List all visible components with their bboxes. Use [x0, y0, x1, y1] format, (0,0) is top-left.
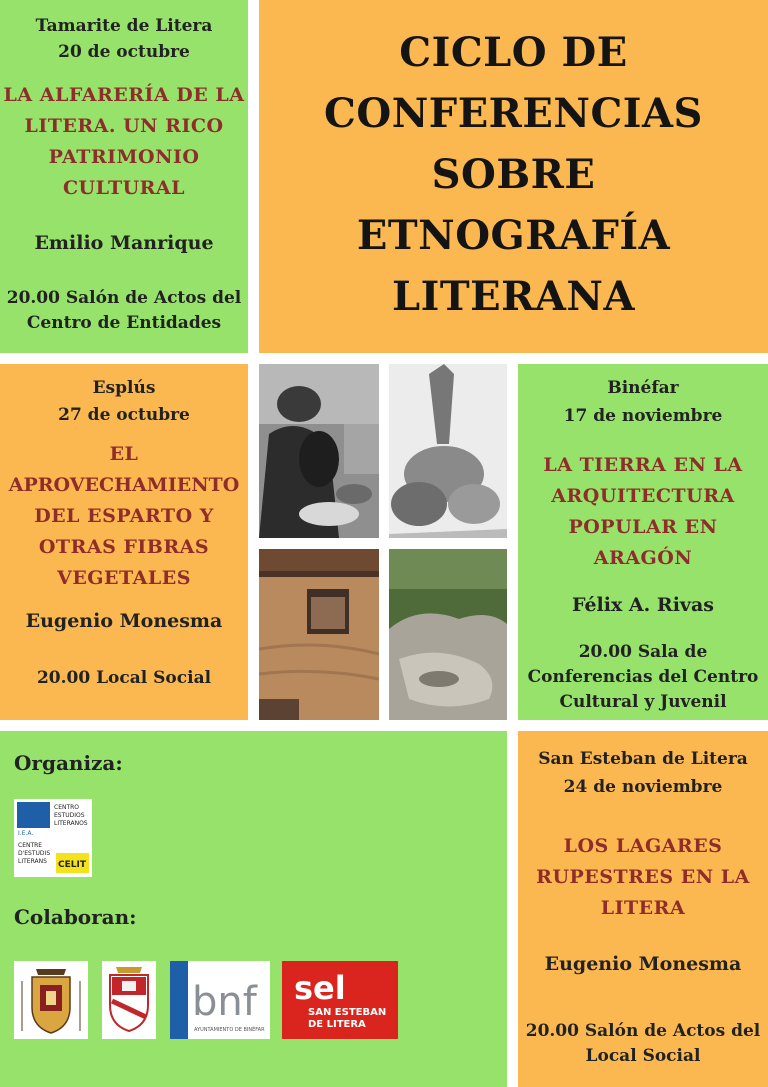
svg-text:AYUNTAMIENTO DE BINÉFAR: AYUNTAMIENTO DE BINÉFAR	[194, 1027, 265, 1033]
talk-speaker: Eugenio Monesma	[544, 953, 742, 975]
talk-topic-line: LA TIERRA EN LA	[543, 454, 743, 476]
svg-text:LITERANS: LITERANS	[18, 858, 47, 865]
talk-venue-line: Cultural y Juvenil	[559, 692, 727, 712]
svg-text:bnf: bnf	[192, 979, 257, 1025]
talk-speaker: Emilio Manrique	[34, 232, 214, 254]
talk-topic-line: PATRIMONIO	[48, 146, 200, 168]
talk-topic	[0, 80, 248, 204]
talk-place: Esplús	[92, 378, 156, 398]
title-line: ETNOGRAFÍA	[356, 212, 671, 259]
photo-adobe-wall	[259, 549, 379, 720]
svg-text:CENTRE: CENTRE	[18, 842, 43, 849]
talk-topic-line: APROVECHAMIENTO	[8, 474, 240, 496]
talk-topic-line: LITERA	[600, 897, 686, 919]
talk-place: Tamarite de Litera	[35, 16, 213, 36]
svg-text:CENTRO: CENTRO	[54, 804, 80, 811]
talk-topic-line: LITERA. UN RICO	[24, 115, 224, 137]
talk-venue-line: 20.00 Sala de	[578, 642, 708, 662]
talk-date: 27 de octubre	[58, 405, 190, 425]
talk-speaker: Félix A. Rivas	[572, 594, 714, 616]
talk-topic-line: LA ALFARERÍA DE LA	[3, 84, 245, 106]
organiza-label: Organiza:	[14, 751, 123, 775]
talk-venue-line: Local Social	[585, 1046, 701, 1066]
talk-place: San Esteban de Litera	[538, 749, 748, 769]
sponsors-panel	[0, 731, 507, 1087]
talk-topic-line: CULTURAL	[62, 177, 186, 199]
talk-topic	[518, 831, 768, 924]
talk-topic-line: VEGETALES	[57, 567, 191, 589]
talk-venue-line: Centro de Entidades	[26, 313, 222, 333]
talk-place: Binéfar	[607, 378, 679, 398]
talk-date: 20 de octubre	[58, 42, 190, 62]
talk-venue	[518, 640, 768, 715]
talk-venue-line: 20.00 Salón de Actos del	[6, 288, 242, 308]
svg-text:ESTUDIOS: ESTUDIOS	[54, 812, 85, 819]
photo-esparto	[389, 364, 507, 538]
talk-panel-tamarite	[0, 0, 248, 353]
talk-speaker: Eugenio Monesma	[25, 610, 223, 632]
talk-topic-line: POPULAR EN	[568, 516, 718, 538]
title-line: CICLO DE	[399, 29, 628, 76]
sel-san-esteban-logo	[282, 961, 398, 1039]
title-line: LITERANA	[392, 273, 635, 320]
colaboran-label: Colaboran:	[14, 905, 137, 929]
talk-topic-line: ARAGÓN	[593, 547, 693, 569]
photo-rock-winepress	[389, 549, 507, 720]
talk-topic-line: DEL ESPARTO Y	[34, 505, 214, 527]
talk-venue-line: 20.00 Salón de Actos del	[525, 1021, 761, 1041]
photo-pottery	[259, 364, 379, 538]
svg-text:LITERANOS: LITERANOS	[54, 820, 88, 827]
svg-text:DE LITERA: DE LITERA	[308, 1019, 366, 1030]
title-panel	[259, 0, 768, 353]
svg-text:D'ESTUDIS: D'ESTUDIS	[18, 850, 51, 857]
talk-topic-line: EL	[109, 443, 139, 465]
talk-date: 17 de noviembre	[563, 406, 723, 426]
talk-venue-line: Conferencias del Centro	[527, 667, 759, 687]
talk-topic-line: LOS LAGARES	[563, 835, 723, 857]
talk-topic-line: ARQUITECTURA	[551, 485, 735, 507]
talk-panel-binefar	[518, 364, 768, 720]
talk-venue	[518, 1019, 768, 1069]
title-line: CONFERENCIAS	[324, 90, 703, 137]
municipal-coat-of-arms-logo	[102, 961, 156, 1039]
svg-text:SAN ESTEBAN: SAN ESTEBAN	[308, 1007, 387, 1018]
talk-panel-esplus	[0, 364, 248, 720]
talk-topic-line: RUPESTRES EN LA	[536, 866, 750, 888]
title-line: SOBRE	[431, 151, 596, 198]
talk-panel-san-esteban	[518, 731, 768, 1087]
talk-topic-line: OTRAS FIBRAS	[38, 536, 210, 558]
page-title	[259, 22, 768, 327]
talk-topic	[0, 439, 248, 594]
svg-text:sel: sel	[294, 969, 346, 1007]
talk-venue	[0, 666, 248, 691]
tamarite-coat-of-arms-logo	[14, 961, 88, 1039]
svg-text:CELIT: CELIT	[58, 860, 86, 870]
bnf-logo	[170, 961, 270, 1039]
centro-estudios-literanos-logo	[14, 799, 92, 877]
svg-text:I.E.A.: I.E.A.	[18, 830, 34, 837]
talk-topic	[518, 450, 768, 574]
talk-venue-line: 20.00 Local Social	[36, 668, 212, 688]
talk-venue	[0, 286, 248, 336]
talk-date: 24 de noviembre	[563, 777, 723, 797]
